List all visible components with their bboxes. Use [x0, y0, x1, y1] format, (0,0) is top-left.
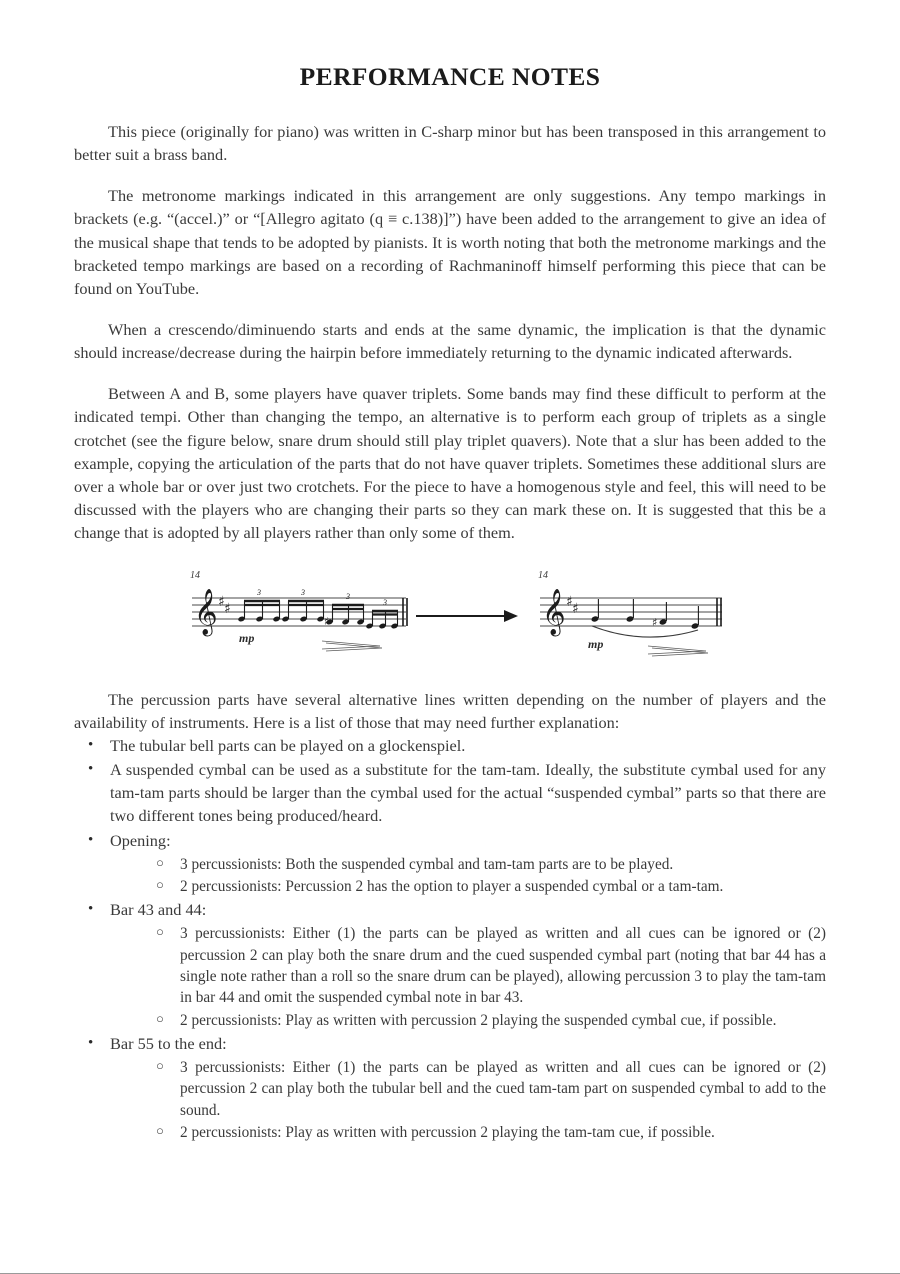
sub-list-item-text: 2 percussionists: Play as written with percussion 2 playing the tam-tam cue, if possible.: [180, 1124, 715, 1142]
list-item-text: Bar 55 to the end:: [110, 1034, 227, 1054]
sub-list-item: [144, 1010, 826, 1031]
key-sharp-icon: ♯: [224, 601, 231, 618]
quarter-note-1: [591, 599, 599, 623]
note-group-2: [282, 588, 325, 622]
sub-list-item-text: 3 percussionists: Either (1) the parts can be played as written and all cues can be ignored or (2) percussion 2 can play both the snare drum and the cued suspended cymbal part (noting that bar 44 has a single note rather than a roll so the snare drum can be played), allowing percussion 3 to play the tam-tam in bar 44 and omit the suspended cymbal note in bar 43.: [180, 925, 826, 1007]
page-content: [74, 62, 826, 1146]
music-notation-figure: [74, 568, 826, 672]
right-arrow-icon: [414, 606, 520, 626]
sub-bullet-glyph-icon: ○: [156, 1010, 164, 1026]
sub-bullet-glyph-icon: ○: [156, 1123, 164, 1139]
sublist-wrap: [110, 1057, 826, 1144]
tuplet-3-label: 3: [301, 588, 305, 598]
staff-left-svg: [184, 568, 414, 668]
sub-bullet-glyph-icon: ○: [156, 877, 164, 892]
list-item-text: Opening:: [110, 830, 171, 850]
tuplet-3-label: 3: [346, 592, 350, 602]
bar-number-right: 14: [538, 570, 548, 582]
sub-bullet-glyph-icon: ○: [156, 924, 164, 940]
paragraph-percussion-intro: The percussion parts have several alternative lines written depending on the number of players and the availability of instruments. Here is a list of those that may need further explanation:: [74, 690, 826, 733]
accidental-sharp-icon: ♯: [652, 616, 658, 630]
sublist: [144, 1057, 826, 1144]
sub-list-item: [144, 876, 826, 897]
page-title: PERFORMANCE NOTES: [299, 62, 601, 91]
sub-list-item: [144, 1057, 826, 1121]
treble-clef-icon: 𝄞: [542, 589, 566, 636]
paragraph-dynamics: When a crescendo/diminuendo starts and ends at the same dynamic, the implication is that the dynamic should increase/decrease during the hairpin before immediately returning to the dynamic indicated afterwards.: [74, 319, 826, 363]
tuplet-3-label: 3: [257, 588, 261, 598]
percussion-notes-list: [74, 735, 826, 1144]
list-item: [74, 830, 826, 898]
quarter-note-2: [626, 599, 634, 623]
transformation-arrow: [414, 606, 520, 626]
sub-bullet-glyph-icon: ○: [156, 1058, 164, 1074]
sub-list-item-text: 3 percussionists: Both the suspended cymbal and tam-tam parts are to be played.: [180, 855, 674, 873]
bullet-glyph-icon: •: [88, 1035, 94, 1052]
list-item: [74, 899, 826, 1031]
bullet-glyph-icon: •: [88, 901, 94, 918]
bar-number-left: 14: [190, 570, 200, 582]
dynamic-mp-right: mp: [588, 637, 604, 652]
paragraph-intro: This piece (originally for piano) was written in C-sharp minor but has been transposed in this arrangement to better suit a brass band.: [74, 122, 826, 165]
paragraph-triplets: Between A and B, some players have quaver triplets. Some bands may find these difficult to perform at the indicated tempi. Other than changing the tempo, an alternative is to perform each group of triplets as a single crotchet (see the figure below, snare drum should still play triplet quavers). Note that a slur has been added to the example, copying the articulation of the parts that do not have quaver triplets. Sometimes these additional slurs are over a whole bar or over just two crotchets. For the piece to have a homogenous style and feel, this will need to be discussed with the players who are changing their parts so they can mark these on. It is suggested that this be a change that is adopted by all players rather than only some of them.: [74, 384, 826, 543]
tuplet-3-label: 3: [383, 598, 387, 608]
sub-list-item-text: 2 percussionists: Percussion 2 has the option to player a suspended cymbal or a tam-tam.: [180, 878, 724, 895]
bullet-glyph-icon: •: [88, 736, 94, 753]
note-group-3: [324, 592, 364, 628]
sublist-wrap: [110, 923, 826, 1031]
dynamic-mp-left: mp: [239, 631, 255, 646]
sub-list-item: [144, 923, 826, 1009]
key-sharp-icon: ♯: [218, 594, 225, 611]
sub-list-item: [144, 854, 826, 875]
hairpin-right: [648, 646, 708, 656]
accidental-sharp-icon: ♯: [324, 615, 330, 629]
note-group-4: [366, 598, 399, 629]
quarter-note-3: [652, 602, 667, 629]
bullet-glyph-icon: •: [88, 761, 94, 778]
music-staff-crotchets: [532, 568, 732, 668]
paragraph-metronome: The metronome markings indicated in this arrangement are only suggestions. Any tempo markings in brackets (e.g. “(accel.)” or “[Allegro agitato (q ≡ c.138)]”) have been added to the arrangement to give an idea of the musical shape that tends to be adopted by pianists. It is worth noting that both the metronome markings and the bracketed tempo markings are based on a recording of Rachmaninoff himself performing this piece that can be found on YouTube.: [74, 186, 826, 298]
key-sharp-icon: ♯: [572, 601, 579, 618]
bullet-glyph-icon: •: [88, 831, 94, 848]
hairpin-left: [322, 641, 382, 651]
list-item: [74, 1033, 826, 1143]
key-sharp-icon: ♯: [566, 594, 573, 611]
treble-clef-icon: 𝄞: [194, 589, 218, 636]
sublist: [144, 854, 826, 898]
list-item: [74, 735, 826, 758]
sublist: [144, 923, 826, 1031]
list-item-text: Bar 43 and 44:: [110, 900, 207, 920]
music-staff-triplets: [184, 568, 414, 668]
sub-list-item-text: 3 percussionists: Either (1) the parts can be played as written and all cues can be ignored or (2) percussion 2 can play both the tubular bell and the cued tam-tam part on suspended cymbal to add to the sound.: [180, 1059, 826, 1119]
note-group-1: [238, 588, 281, 622]
sublist-wrap: [110, 854, 826, 898]
list-item: [74, 759, 826, 827]
sub-bullet-glyph-icon: ○: [156, 854, 164, 870]
sub-list-item: [144, 1122, 826, 1143]
list-item-text: A suspended cymbal can be used as a substitute for the tam-tam. Ideally, the substitute cymbal used for any tam-tam parts should be larger than the cymbal used for the actual “suspended cymbal” parts so that there are two different tones being produced/heard.: [110, 760, 826, 825]
list-item-text: The tubular bell parts can be played on a glockenspiel.: [110, 735, 466, 755]
sub-list-item-text: 2 percussionists: Play as written with percussion 2 playing the suspended cymbal cue, if possible.: [180, 1011, 777, 1029]
staff-right-svg: [532, 568, 732, 668]
slur-marking: [592, 626, 698, 637]
quarter-note-4: [691, 606, 699, 630]
